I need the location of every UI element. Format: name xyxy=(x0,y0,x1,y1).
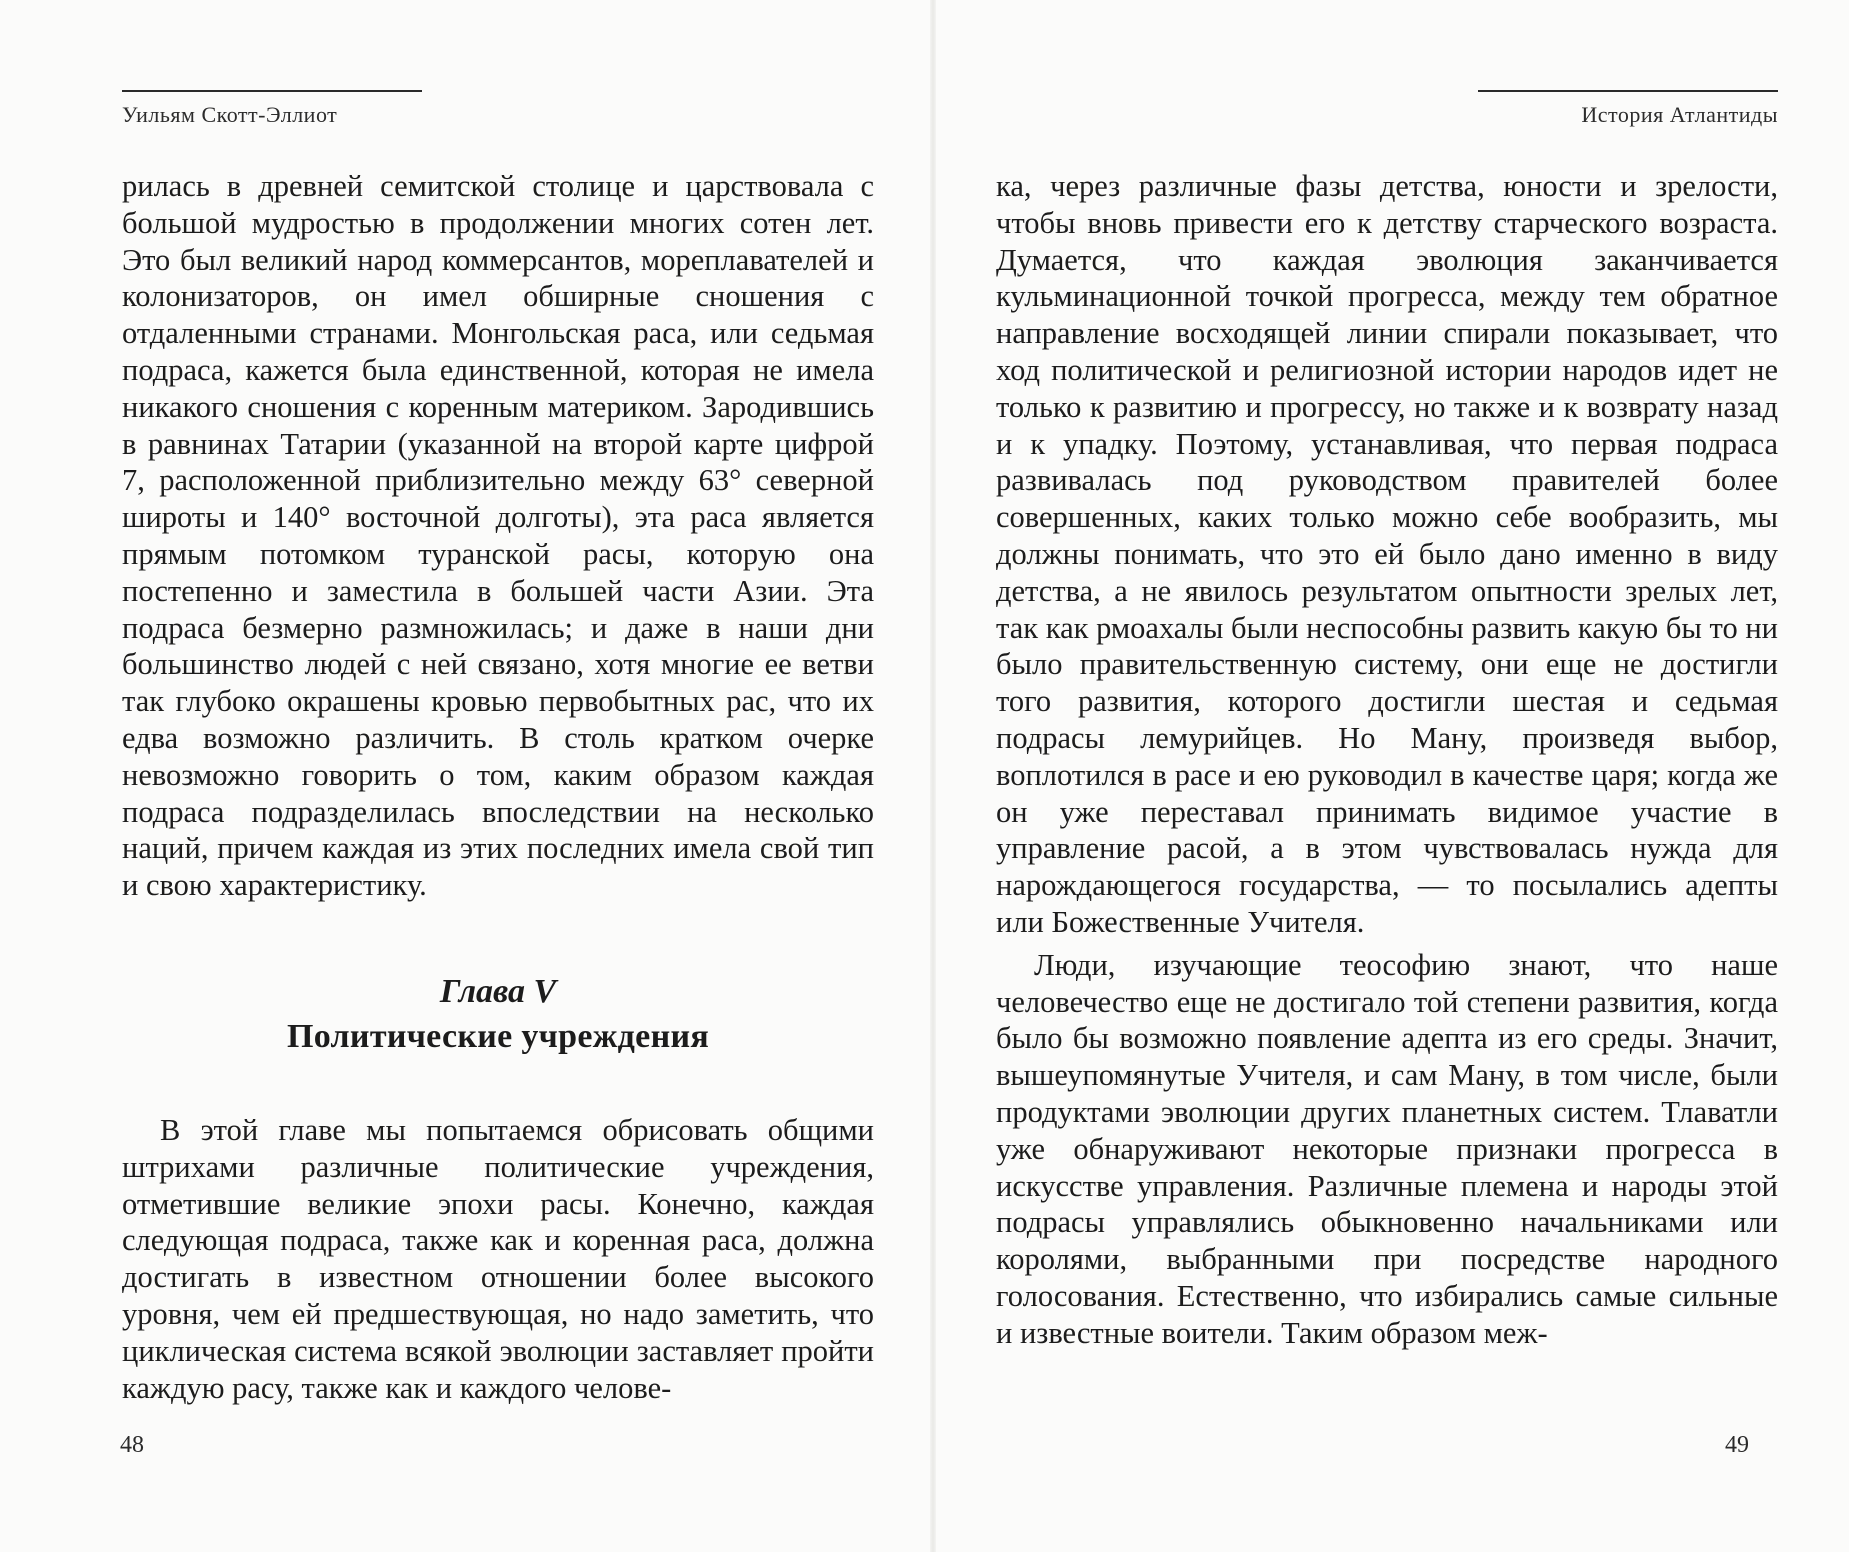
chapter-heading xyxy=(122,970,874,1060)
left-running-head xyxy=(122,90,422,130)
right-page xyxy=(936,0,1849,1552)
left-paragraph-1: рилась в древней семитской столице и царствовала с большой мудростью в продолжении многих сотен лет. Это был великий народ коммерсантов, мореплавателей и колонизаторов, он имел обширные сношения с отдаленными странами. Монгольская раса, или седьмая подраса, кажется была единственной, которая не имела никакого сношения с коренным материком. Зародившись в равнинах Татарии (указанной на второй карте цифрой 7, расположенной приблизительно между 63° северной широты и 140° восточной долготы), эта раса является прямым потомком туранской расы, которую она постепенно и заместила в большей части Азии. Эта подраса безмерно размножилась; и даже в наши дни большинство людей с ней связано, хотя многие ее ветви так глубоко окрашены кровью первобытных рас, что их едва возможно различить. В столь кратком очерке невозможно говорить о том, каким образом каждая подраса подразделилась впоследствии на несколько наций, причем каждая из этих последних имела свой тип и свою характеристику. xyxy=(122,169,874,903)
right-running-head xyxy=(1478,90,1778,130)
left-page-number: 48 xyxy=(120,1432,144,1458)
left-paragraph-2: В этой главе мы попытаемся обрисовать общими штрихами различные политические учреждения, отметившие великие эпохи расы. Конечно, каждая следующая подраса, также как и коренная раса, должна достигать в известном отношении более высокого уровня, чем ей предшествующая, но надо заметить, что циклическая система всякой эволюции заставляет пройти каждую расу, также как и каждого челове- xyxy=(122,1112,874,1405)
left-running-head-text: Уильям Скотт-Эллиот xyxy=(122,102,338,127)
left-text-block xyxy=(122,168,874,1406)
right-text-block xyxy=(996,168,1778,1352)
right-paragraph-2: Люди, изучающие теософию знают, что наше человечество еще не достигало той степени развития, когда было бы возможно появление адепта из его среды. Значит, вышеупомянутые Учителя, и сам Ману, в том числе, были продуктами эволюции других планетных систем. Тлаватли уже обнаруживают некоторые признаки прогресса в искусстве управления. Различные племена и народы этой подрасы управлялись обыкновенно начальниками или королями, выбранными при посредстве народного голосования. Естественно, что избирались самые сильные и известные воители. Таким образом меж- xyxy=(996,947,1778,1350)
right-paragraph-1: ка, через различные фазы детства, юности и зрелости, чтобы вновь привести его к детству старческого возраста. Думается, что каждая эволюция заканчивается кульминационной точкой прогресса, между тем обратное направление восходящей линии спирали показывает, что ход политической и религиозной истории народов идет не только к развитию и прогрессу, но также и к возврату назад и к упадку. Поэтому, устанавливая, что первая подраса развивалась под руководством правителей более совершенных, каких только можно себе вообразить, мы должны понимать, что это ей было дано именно в виду детства, а не явилось результатом опытности зрелых лет, так как рмоахалы были неспособны развить какую бы то ни было правительственную систему, они еще не достигли того развития, которого достигли шестая и седьмая подрасы лемурийцев. Но Ману, произведя выбор, воплотился в расе и ею руководил в качестве царя; когда же он уже переставал принимать видимое участие в управление расой, а в этом чувствовалась нужда для нарождающегося государства, — то посылались адепты или Божественные Учителя. xyxy=(996,169,1778,939)
right-page-number: 49 xyxy=(1725,1432,1749,1458)
chapter-title: Политические учреждения xyxy=(286,1017,710,1055)
right-running-head-text: История Атлантиды xyxy=(1581,102,1778,127)
chapter-number: Глава V xyxy=(439,972,557,1010)
right-header-rule xyxy=(1478,90,1778,92)
left-header-rule xyxy=(122,90,422,92)
